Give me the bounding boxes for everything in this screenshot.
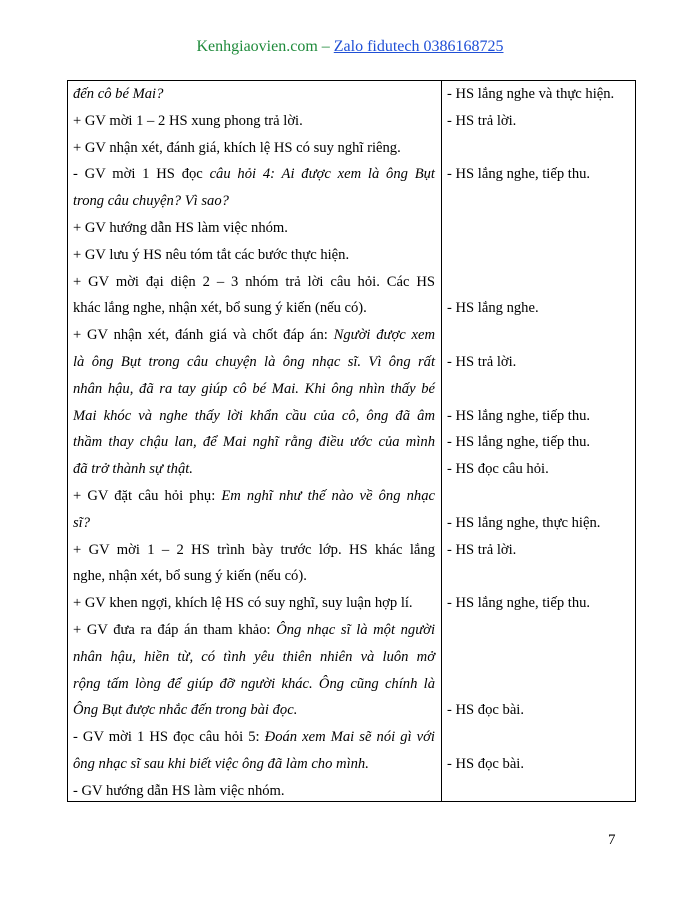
regular-text: nghe, nhận xét, bổ sung ý kiến (nếu có). bbox=[73, 568, 307, 585]
regular-text: + GV mời 1 – 2 HS trình bày trước lớp. HS khác lắng bbox=[73, 541, 435, 558]
lesson-table bbox=[67, 80, 636, 802]
student-activity-line: - HS đọc bài. bbox=[447, 756, 525, 772]
regular-text: + GV nhận xét, đánh giá và chốt đáp án: bbox=[73, 327, 334, 344]
teacher-activity-line bbox=[73, 188, 435, 215]
teacher-activity-line bbox=[73, 617, 435, 644]
teacher-activity-line bbox=[73, 697, 435, 724]
regular-text: + GV mời đại diện 2 – 3 nhóm trả lời câu hỏi. Các HS bbox=[73, 273, 435, 290]
teacher-activity-line bbox=[73, 322, 435, 349]
italic-text: Em nghĩ như thế nào về ông nhạc bbox=[221, 488, 435, 504]
header-separator: – bbox=[317, 38, 334, 55]
regular-text: + GV đặt câu hỏi phụ: bbox=[73, 488, 222, 504]
teacher-activity-line bbox=[73, 563, 435, 590]
student-activity-line: - HS lắng nghe và thực hiện. bbox=[447, 86, 615, 102]
regular-text: - GV hướng dẫn HS làm việc nhóm. bbox=[73, 782, 285, 799]
italic-text: nhân hậu, đã ra tay giúp cô bé Mai. Khi ông nhìn thấy bé bbox=[73, 380, 435, 397]
teacher-activity-line bbox=[73, 483, 435, 510]
teacher-activity-line bbox=[73, 81, 435, 108]
student-activity-line: - HS đọc câu hỏi. bbox=[447, 461, 549, 478]
italic-text: Ông nhạc sĩ là một người bbox=[276, 622, 436, 638]
teacher-activity-line bbox=[73, 242, 435, 269]
regular-text: + GV hướng dẫn HS làm việc nhóm. bbox=[73, 220, 288, 236]
teacher-activity-line bbox=[73, 724, 435, 751]
student-activity-line: - HS lắng nghe. bbox=[447, 300, 539, 317]
teacher-activity-line bbox=[73, 590, 435, 617]
teacher-activity-line bbox=[73, 376, 435, 403]
teacher-activity-line bbox=[73, 778, 435, 805]
regular-text: - GV mời 1 HS đọc câu hỏi 5: bbox=[73, 729, 265, 746]
italic-text: đến cô bé Mai? bbox=[73, 86, 164, 102]
regular-text: + GV nhận xét, đánh giá, khích lệ HS có suy nghĩ riêng. bbox=[73, 139, 401, 156]
italic-text: câu hỏi 4: Ai được xem là ông Bụt bbox=[209, 166, 435, 183]
teacher-activity-line bbox=[73, 349, 435, 376]
teacher-activity-line bbox=[73, 510, 435, 537]
regular-text: khác lắng nghe, nhận xét, bổ sung ý kiến (nếu có). bbox=[73, 300, 367, 317]
student-activity-line: - HS trả lời. bbox=[447, 354, 517, 370]
page-number: 7 bbox=[608, 832, 616, 848]
teacher-activity-line bbox=[73, 537, 435, 564]
teacher-activity-line bbox=[73, 403, 435, 430]
teacher-activity-line bbox=[73, 135, 435, 162]
teacher-activity-line bbox=[73, 269, 435, 296]
regular-text: + GV đưa ra đáp án tham khảo: bbox=[73, 622, 277, 638]
regular-text: + GV mời 1 – 2 HS xung phong trả lời. bbox=[73, 112, 303, 129]
student-activity-line: - HS lắng nghe, tiếp thu. bbox=[447, 407, 591, 424]
teacher-activity-line bbox=[73, 644, 435, 671]
italic-text: rộng tấm lòng để giúp đỡ người khác. Ông cũng chính là bbox=[73, 675, 435, 692]
italic-text: thầm thay chậu lan, để Mai nghĩ rằng điều ước của mình bbox=[73, 434, 435, 451]
teacher-activity-line bbox=[73, 108, 435, 135]
italic-text: Người được xem bbox=[333, 327, 436, 344]
regular-text: + GV khen ngợi, khích lệ HS có suy nghĩ, suy luận hợp lí. bbox=[73, 595, 413, 612]
italic-text: Đoán xem Mai sẽ nói gì với bbox=[264, 729, 435, 746]
student-activity-line: - HS lắng nghe, tiếp thu. bbox=[447, 595, 591, 612]
column-divider bbox=[441, 81, 442, 801]
italic-text: sĩ? bbox=[73, 514, 91, 531]
student-activity-line: - HS lắng nghe, thực hiện. bbox=[447, 514, 601, 531]
italic-text: Mai khóc và nghe thấy lời khẩn cầu của cô, ông đã âm bbox=[73, 407, 435, 424]
site-name[interactable]: Kenhgiaovien.com bbox=[196, 38, 318, 55]
italic-text: nhân hậu, hiền từ, có tình yêu thiên nhiên và luôn mở bbox=[73, 648, 435, 665]
regular-text: - GV mời 1 HS đọc bbox=[73, 166, 210, 183]
teacher-activity-line bbox=[73, 456, 435, 483]
teacher-activity-line bbox=[73, 161, 435, 188]
student-activity-line: - HS đọc bài. bbox=[447, 702, 525, 719]
student-activity-line: - HS trả lời. bbox=[447, 112, 517, 129]
regular-text: + GV lưu ý HS nêu tóm tắt các bước thực hiện. bbox=[73, 246, 350, 263]
student-activity-line: - HS trả lời. bbox=[447, 541, 517, 558]
italic-text: trong câu chuyện? Vì sao? bbox=[73, 193, 229, 210]
italic-text: ông nhạc sĩ sau khi biết việc ông đã làm cho mình. bbox=[73, 756, 369, 772]
italic-text: đã trở thành sự thật. bbox=[73, 461, 193, 478]
italic-text: Ông Bụt được nhắc đến trong bài đọc. bbox=[73, 702, 298, 719]
page-header bbox=[0, 38, 700, 56]
teacher-activity-line bbox=[73, 429, 435, 456]
teacher-activity-line bbox=[73, 751, 435, 778]
contact-link[interactable]: Zalo fidutech 0386168725 bbox=[333, 38, 504, 55]
student-activity-line: - HS lắng nghe, tiếp thu. bbox=[447, 434, 591, 451]
italic-text: là ông Bụt trong câu chuyện là ông nhạc sĩ. Vì ông rất bbox=[73, 354, 435, 370]
teacher-activity-line bbox=[73, 215, 435, 242]
teacher-activity-line bbox=[73, 295, 435, 322]
student-activity-line: - HS lắng nghe, tiếp thu. bbox=[447, 166, 591, 183]
teacher-activity-line bbox=[73, 671, 435, 698]
